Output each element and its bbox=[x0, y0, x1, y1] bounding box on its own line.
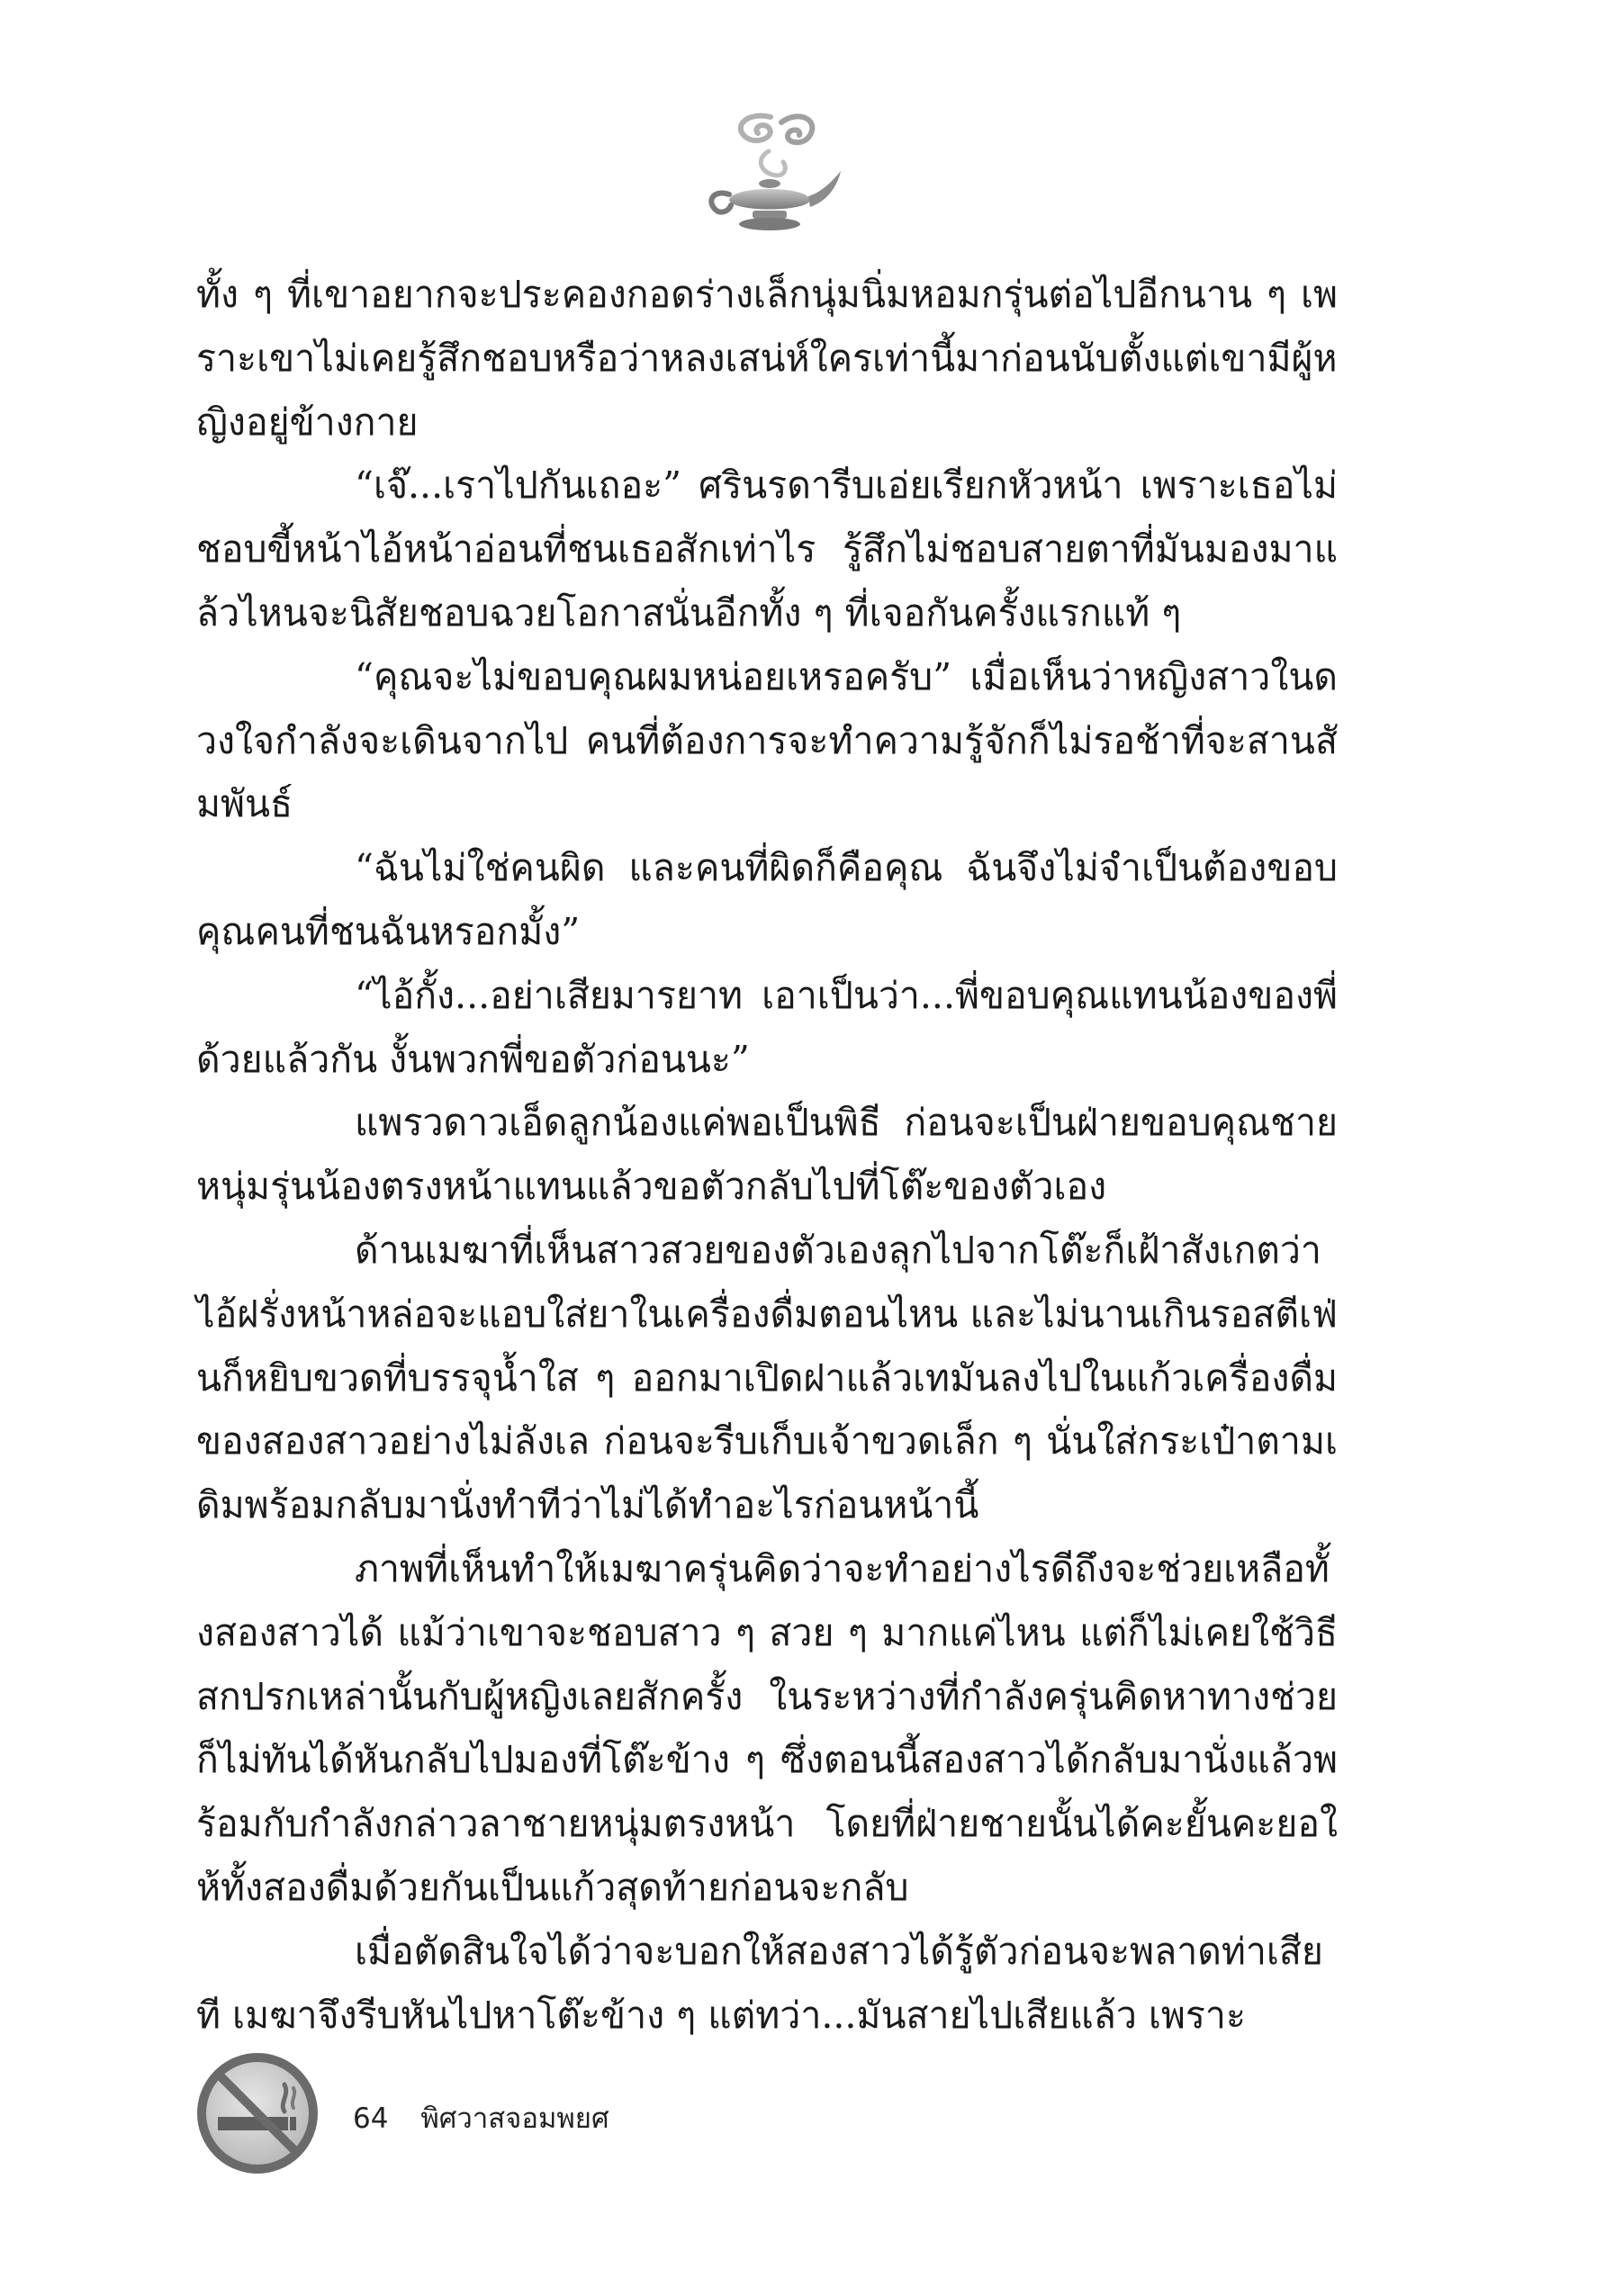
paragraph: ทั้ง ๆ ที่เขาอยากจะประคองกอดร่างเล็กนุ่มนิ่มหอมกรุ่นต่อไปอีกนาน ๆ เพราะเขาไม่เคยรู้สึกชอบหรือว่าหลงเสน่ห์ใครเท่านี้มาก่อนนับตั้งแต่เขามีผู้หญิงอยู่ข้างกาย bbox=[196, 273, 1338, 444]
paragraph: “ฉันไม่ใช่คนผิด และคนที่ผิดก็คือคุณ ฉันจึงไม่จำเป็นต้องขอบคุณคนที่ชนฉันหรอกมั้ง” bbox=[196, 846, 1338, 953]
no-smoking-icon bbox=[196, 2052, 319, 2174]
page-number: 64 bbox=[353, 2102, 389, 2135]
body-text bbox=[196, 263, 1338, 2047]
lamp-with-smoke-icon bbox=[693, 106, 846, 241]
paragraph: แพรวดาวเอ็ดลูกน้องแค่พอเป็นพิธี ก่อนจะเป็นฝ่ายขอบคุณชายหนุ่มรุ่นน้องตรงหน้าแทนแล้วขอตัวกลับไปที่โต๊ะของตัวเอง bbox=[196, 1101, 1338, 1209]
paragraph: “คุณจะไม่ขอบคุณผมหน่อยเหรอครับ” เมื่อเห็นว่าหญิงสาวในดวงใจกำลังจะเดินจากไป คนที่ต้องการจะทำความรู้จักก็ไม่รอช้าที่จะสานสัมพันธ์ bbox=[196, 654, 1338, 826]
paragraph: “เจ๊...เราไปกันเถอะ” ศรินรดารีบเอ่ยเรียกหัวหน้า เพราะเธอไม่ชอบขี้หน้าไอ้หน้าอ่อนที่ชนเธอสักเท่าไร รู้สึกไม่ชอบสายตาที่มันมองมาแล้วไหนจะนิสัยชอบฉวยโอกาสนั่นอีกทั้ง ๆ ที่เจอกันครั้งแรกแท้ ๆ bbox=[196, 464, 1338, 635]
paragraph: เมื่อตัดสินใจได้ว่าจะบอกให้สองสาวได้รู้ตัวก่อนจะพลาดท่าเสียที เมฆาจึงรีบหันไปหาโต๊ะข้าง ๆ แต่ทว่า...มันสายไปเสียแล้ว เพราะ bbox=[196, 1929, 1323, 2037]
page-footer bbox=[353, 2101, 609, 2137]
paragraph: “ไอ้กั้ง...อย่าเสียมารยาท เอาเป็นว่า...พี่ขอบคุณแทนน้องของพี่ด้วยแล้วกัน งั้นพวกพี่ขอตัวก่อนนะ” bbox=[196, 973, 1338, 1081]
paragraph: ด้านเมฆาที่เห็นสาวสวยของตัวเองลุกไปจากโต๊ะก็เฝ้าสังเกตว่าไอ้ฝรั่งหน้าหล่อจะแอบใส่ยาในเครื่องดื่มตอนไหน และไม่นานเกินรอสตีเฟ่นก็หยิบขวดที่บรรจุน้ำใส ๆ ออกมาเปิดฝาแล้วเทมันลงไปในแก้วเครื่องดื่มของสองสาวอย่างไม่ลังเล ก่อนจะรีบเก็บเจ้าขวดเล็ก ๆ นั่นใส่กระเป๋าตามเดิมพร้อมกลับมานั่งทำทีว่าไม่ได้ทำอะไรก่อนหน้านี้ bbox=[196, 1228, 1338, 1527]
book-title: พิศวาสจอมพยศ bbox=[420, 2102, 609, 2135]
paragraph: ภาพที่เห็นทำให้เมฆาครุ่นคิดว่าจะทำอย่างไรดีถึงจะช่วยเหลือทั้งสองสาวได้ แม้ว่าเขาจะชอบสาว ๆ สวย ๆ มากแค่ไหน แต่ก็ไม่เคยใช้วิธีสกปรกเหล่านั้นกับผู้หญิงเลยสักครั้ง ในระหว่างที่กำลังครุ่นคิดหาทางช่วยก็ไม่ทันได้หันกลับไปมองที่โต๊ะข้าง ๆ ซึ่งตอนนี้สองสาวได้กลับมานั่งแล้วพร้อมกับกำลังกล่าวลาชายหนุ่มตรงหน้า โดยที่ฝ่ายชายนั้นได้คะยั้นคะยอให้ทั้งสองดื่มด้วยกันเป็นแก้วสุดท้ายก่อนจะกลับ bbox=[196, 1546, 1338, 1909]
